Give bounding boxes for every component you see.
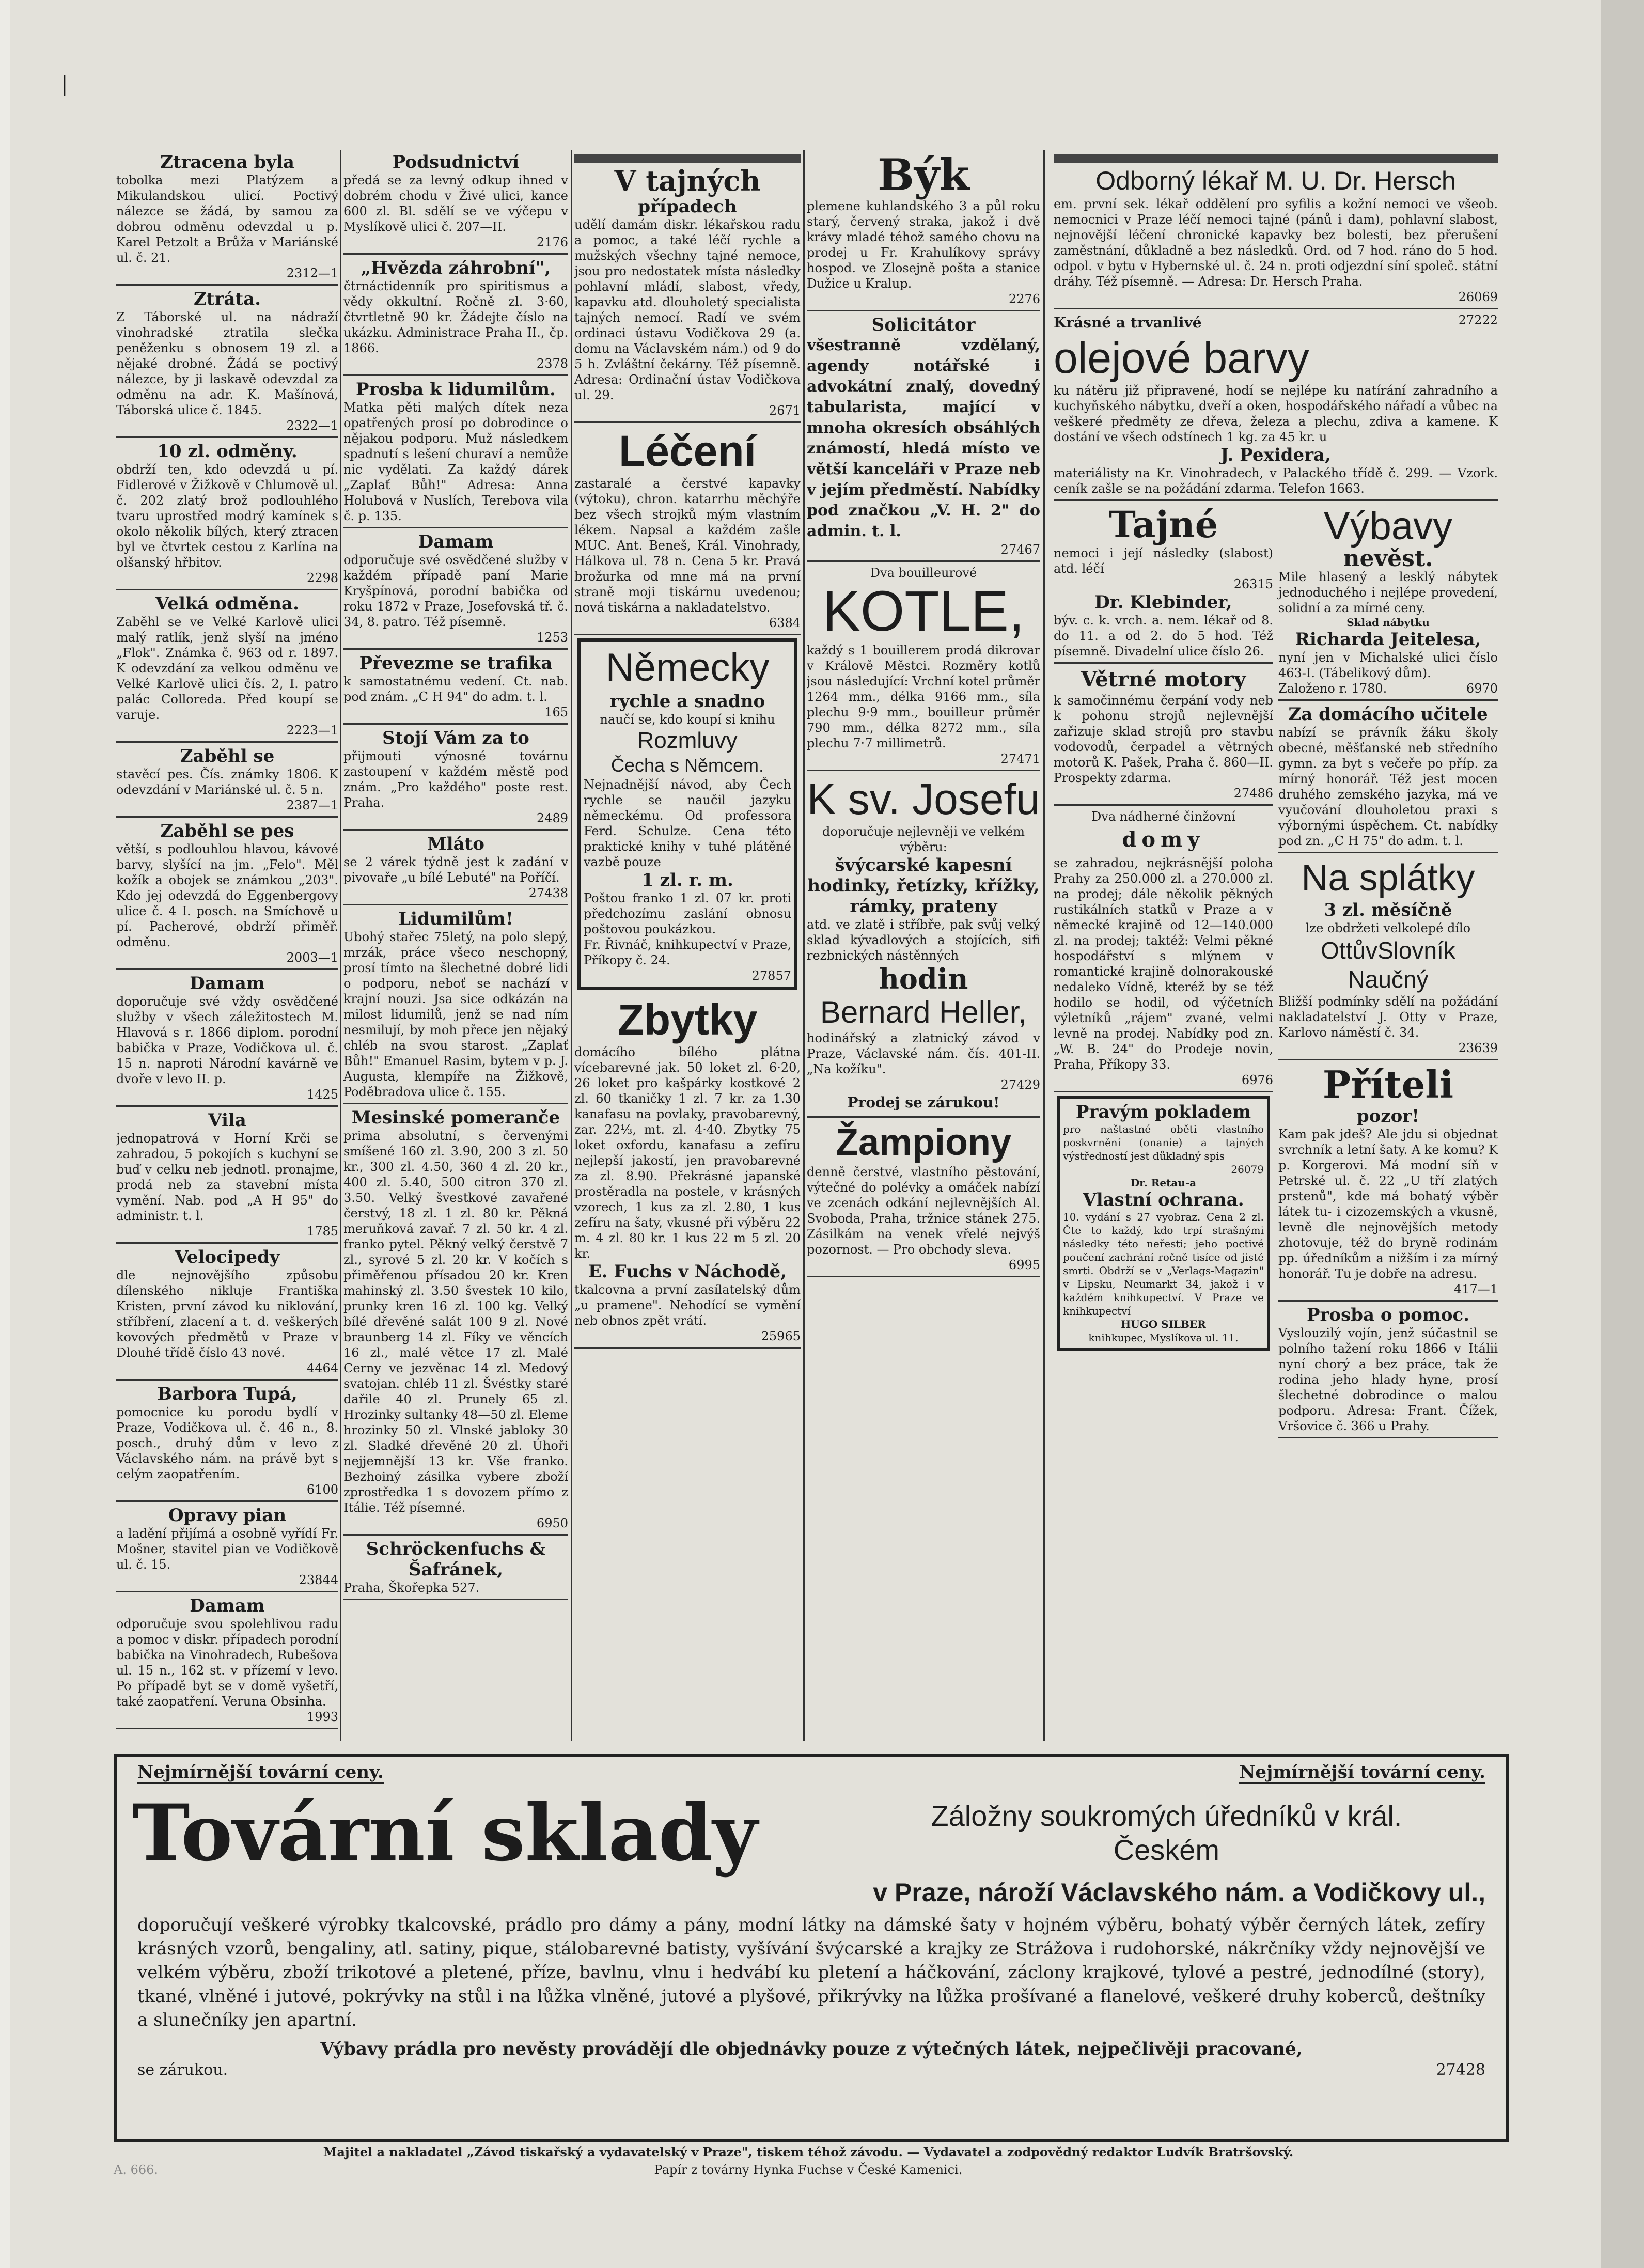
ad-subtitle: 3 zl. měsíčně <box>1324 900 1452 920</box>
ad-trousseau-line: Výbavy prádla pro nevěsty provádějí dle objednávky pouze z výtečných látek, nejpečlivěji pracované, <box>320 2039 1303 2059</box>
ad-body: se zahradou, nejkrásnější poloha Prahy za 250.000 zl. a 270.000 zl. na prodej; dále několik pěkných rustikálních statků v Praze a v německé krajině od 12—140.000 zl. na prodej; taktéž: Velmi pěkné hospodářství s mlýnem v romantické krajině dolnorakouské nedaleko Vídně, kteréž by se též hodilo se hodil, od výčetních výletníků „rájem" zvané, velmi levně na prodej. Nabídky pod zn. „W. B. 24" do Prodeje novin, Praha, Příkopy 33. <box>1054 856 1273 1072</box>
ad-dr-hersch <box>1054 150 1498 309</box>
price-tagline-right: Nejmírnější tovární ceny. <box>1239 1762 1485 1784</box>
classified-ad <box>343 726 568 831</box>
imprint <box>114 2144 1503 2179</box>
column-divider <box>340 150 341 1741</box>
page-edge <box>1601 0 1644 2268</box>
ad-code: 417—1 <box>1453 1282 1498 1296</box>
ad-code: 26315 <box>1233 577 1273 591</box>
ad-body: atd. ve zlatě i stříbře, pak svůj velký sklad kývadlových a stojících, sifi rezbnických nástěnných <box>807 917 1040 963</box>
ad-pretitle: Dva nádherné činžovní <box>1091 809 1235 824</box>
ad-line: naučí se, kdo koupí si knihu <box>600 712 775 727</box>
ad-code: 27429 <box>1000 1077 1040 1092</box>
ad-pretitle: Dva bouilleurové <box>870 566 977 580</box>
ad-title: Velká odměna. <box>155 593 299 614</box>
column-5 <box>1054 150 1498 1746</box>
price-tagline-left: Nejmírnější tovární ceny. <box>137 1762 384 1784</box>
ad-code: 27222 <box>1458 313 1498 327</box>
ad-body: Z Táborské ul. na nádraží vinohradské ztratila slečka peněženku s obnosem 19 zl. a nějaké drobné. Žádá se poctivý nálezce, by ji laskavě odevzdal za odměnu na adr. K. Mašínová, Táborská ulice č. 1845. <box>116 310 338 417</box>
ad-title: Damam <box>418 531 494 552</box>
ad-body: zastaralé a čerstvé kapavky (výtoku), chron. katarrhu měchýře bez všech strojků mým vlastním lékem. Napsal a každém zašle MUC. Ant. Beneš, Král. Vinohrady, Hálkova ul. 78 n. Cena 5 kr. Pravá brožurka od mne má na první straně moji tiskárnu uvedenou; nová tiskárna a nakladatelstvo. <box>574 476 801 615</box>
ad-title: domy <box>1122 827 1205 852</box>
ad-body: větší, s podlouhlou hlavou, kávové barvy, slyšící na jm. „Felo". Měl kožík a obojek se známkou „203". Kdo jej odevzdá do Eggenbergovy ulice č. 4 I. posch. na Smíchově u pí. Pacherové, obdrží přiměř. odměnu. <box>116 842 338 949</box>
ad-tutor <box>1278 702 1498 853</box>
ad-body: nemoci i její následky (slabost) atd. léčí <box>1054 546 1273 576</box>
ad-firm: HUGO SILBER <box>1121 1318 1206 1331</box>
ad-body: domácího bílého plátna vícebarevné jak. 50 loket zl. 6·20, 26 loket pro kašpárky kostkové 2 zl. 60 tkaničky 1 zl. 7 kr. za 1.30 kanafasu na povlaky, pravobarevný, zar. 22⅓, mt. zl. 4·40. Zbytky 75 loket oxfordu, kanafasu a zefíru nejlepší jakostí, jen pravobarevné za zl. 8.90. Překrásné japanské prostěradla na postele, v krásných vzorech, 1 kus za zl. 2.80, 1 kus zefíru na šaty, vkusné při výběru 22 m. 4 zl. 80 kr. 1 kus 22 m 5 zl. 20 kr. <box>574 1045 801 1261</box>
ad-subtitle-2: Českém <box>1113 1834 1220 1866</box>
ad-code: 2176 <box>536 235 568 249</box>
classified-ad <box>116 439 338 590</box>
column-4 <box>807 150 1040 1746</box>
column-5-split <box>1054 502 1498 1440</box>
ad-oil-paints <box>1054 310 1498 501</box>
ad-title: Lidumilům! <box>398 909 513 929</box>
ad-items: švýcarské kapesní hodinky, řetízky, křížky, rámky, prateny <box>807 855 1040 917</box>
ad-body: k samočinnému čerpání vody neb k pohonu strojů nejlevnější zařizuje sklad strojů pro stavbu vodovodů, čerpadel a větrných motorů K. Pašek, Praha č. 860—II. Prospekty zdarma. <box>1054 693 1273 785</box>
ad-code: 6976 <box>1241 1073 1273 1087</box>
book-subtitle: Čecha s Němcem. <box>610 755 764 776</box>
ad-book: OttůvSlovník Naučný <box>1321 937 1455 993</box>
column-5b <box>1278 502 1498 1440</box>
ad-treatment <box>574 424 801 635</box>
ad-title: Tovární sklady <box>132 1788 758 1879</box>
classified-ad <box>343 832 568 905</box>
ad-firm: Bernard Heller, <box>820 995 1027 1029</box>
ad-body: odporučuje své osvědčené služby v každém případě paní Marie Kryšpínová, porodní babička od roku 1872 v Praze, Josefovská tř. č. 34, 8. patro. Též písemně. <box>343 553 568 629</box>
ad-title: Zaběhl se <box>180 746 275 767</box>
classified-ad <box>116 819 338 970</box>
ad-body: udělí damám diskr. lékařskou radu a pomoc, a také léčí rychle a mužských všechny tajné nemoce, jsou pro nedostatek místa následky pohlavní mládí, slabost, vředy, kapavku atd. dlouholetý specialista tajných nemocí. Radí ve svém ordinaci ústavu Vodičkova 29 (a. domu na Václavském nám.) od 9 do 5 h. Zvláštní čekárny. Též písemně. Adresa: Ordinační ústav Vodičkova ul. 29. <box>574 217 801 402</box>
ad-bull <box>807 150 1040 311</box>
ad-code: 2298 <box>306 571 338 585</box>
ad-title: Podsudnictví <box>392 152 520 173</box>
ad-body: materiálisty na Kr. Vinohradech, v Palackého třídě č. 299. — Vzork. ceník zašle se na požádání zdarma. Telefon 1663. <box>1054 466 1498 496</box>
ad-title: Za domácího učitele <box>1288 704 1488 725</box>
ad-title: Německy <box>605 646 770 690</box>
ad-title: Ztráta. <box>193 289 261 309</box>
ad-code: 6995 <box>1008 1258 1040 1272</box>
classified-ad <box>343 1537 568 1600</box>
column-2 <box>343 150 568 1746</box>
ad-code: 165 <box>544 705 568 719</box>
ad-body: Poštou franko 1 zl. 07 kr. proti předchozímu zaslání obnosu poštovou poukázkou. <box>584 891 791 936</box>
margin-mark: | <box>61 72 68 96</box>
ad-title: Zbytky <box>617 995 758 1044</box>
ad-body: k samostatnému vedení. Ct. nab. pod znám. „C H 94" do adm. t. l. <box>343 674 568 704</box>
ad-title: Prosba o pomoc. <box>1306 1305 1470 1325</box>
column-5a <box>1054 502 1273 1440</box>
ad-body: pro naštastné oběti vlastního poskvrnění (onanie) a tajných výstředností jest důkladný spis <box>1063 1123 1264 1162</box>
ad-body: Zaběhl se ve Velké Karlově ulici malý ratlík, jenž slyší na jméno „Flok". Známka č. 963 od r. 1897. K odevzdání za velkou odměnu ve Velké Karlově ulici čís. 2, I. patro palác Colloreda. Před koupí se varuje. <box>116 615 338 722</box>
ad-title: Mesinské pomeranče <box>351 1107 560 1128</box>
ad-subtitle-1: Záložny soukromých úředníků v král. <box>931 1800 1402 1832</box>
ad-title-2: hodin <box>879 962 968 995</box>
ad-body: se 2 várek týdně jest k zadání v pivovaře „u bílé Lebuté" na Poříčí. <box>343 855 568 885</box>
ad-title: Vila <box>208 1110 246 1131</box>
ad-pretitle: Krásné a trvanlivé <box>1054 314 1202 331</box>
ad-body: Praha, Škořepka 527. <box>343 1581 480 1595</box>
ad-code: 6100 <box>306 1482 338 1497</box>
classified-ad <box>343 651 568 725</box>
ad-code: 23844 <box>299 1573 338 1587</box>
ad-publisher: Fr. Řivnáč, knihkupectví v Praze, Příkopy č. 24. <box>584 937 791 967</box>
ad-secret-diseases <box>1054 502 1273 664</box>
classified-ad <box>116 1593 338 1729</box>
classified-ad <box>116 744 338 818</box>
ad-title: Barbora Tupá, <box>157 1384 298 1404</box>
ad-body: Nejnadnější návod, aby Čech rychle se naučil jazyku německému. Od professora Ferd. Schulze. Cena této praktické knihy v tuhé plátěné vazbě pouze <box>584 777 791 869</box>
ad-address: v Praze, nároží Václavského nám. a Vodičkovy ul., <box>873 1878 1485 1907</box>
ad-code: 25965 <box>761 1329 801 1343</box>
ad-title: Na splátky <box>1301 857 1475 899</box>
classified-ad <box>116 1503 338 1592</box>
ad-trousseau <box>1278 502 1498 701</box>
classified-ad <box>116 150 338 286</box>
ad-title: KOTLE, <box>822 580 1025 643</box>
ad-line: lze obdržeti velkolepé dílo <box>1305 921 1471 935</box>
ad-code: 6970 <box>1466 681 1498 696</box>
column-3 <box>574 150 801 1746</box>
ad-firm: E. Fuchs v Náchodě, <box>588 1261 787 1282</box>
ad-code: 6950 <box>536 1516 568 1530</box>
ad-secret-cases <box>574 150 801 423</box>
ad-title: Schröckenfuchs & Šafránek, <box>366 1539 546 1580</box>
classified-ad <box>343 1105 568 1536</box>
ad-code: 2489 <box>536 811 568 825</box>
ad-title: Prosba k lidumilům. <box>356 379 556 400</box>
ad-title: Převezme se trafika <box>359 653 553 674</box>
ad-friend <box>1278 1061 1498 1302</box>
classified-ad <box>116 1382 338 1502</box>
ad-title: Stojí Vám za to <box>382 728 529 748</box>
column-1 <box>116 150 338 1746</box>
ad-code: 4464 <box>306 1361 338 1375</box>
ad-title: Velocipedy <box>175 1247 280 1268</box>
ad-code: 27471 <box>1000 752 1040 766</box>
ad-body: ku nátěru již připravené, hodí se nejlépe ku natírání zahradního a kuchyňského nábytku, dveří a oken, hospodářského nářadí a vůbec na veškeré předměty ze dřeva, železa a plechu, zdiva a kamene. K dostání ve všech odstínech 1 kg. za 45 kr. u <box>1054 383 1498 444</box>
ad-body: plemene kuhlandského 3 a půl roku starý, červený straka, jakož i dvě krávy mladé téhož samého chovu na prodej u Fr. Krahulíkovy správy hospod. ve Zlosejně pošta a stanice Dužice u Kralup. <box>807 199 1040 291</box>
ad-body: odporučuje svou spolehlivou radu a pomoc v diskr. případech porodní babička na Vinohradech, Rubešova ul. 15 n., 162 st. v přízemí v levo. Po případě byt se v domě vyšetří, také zaopatření. Veruna Obsinha. <box>116 1617 338 1709</box>
classified-ad <box>116 591 338 743</box>
classified-ad <box>343 906 568 1104</box>
book-title: Rozmluvy <box>637 728 738 753</box>
ad-subtitle: rychle a snadno <box>609 691 765 712</box>
ad-promise: Prodej se zárukou! <box>847 1094 1000 1111</box>
ad-body: Matka pěti malých dítek neza opatřených prosí po dobrodince o nějakou podporu. Muž následkem spadnutí s lešení churaví a nemůže nic vydělati. Za každý dárek „Zaplať Bůh!" Adresa: Anna Holubová v Nuslích, Terebova vila č. p. 135. <box>343 400 568 523</box>
ad-code: 2322—1 <box>286 418 338 433</box>
ad-title: Damam <box>190 973 265 994</box>
classified-ad <box>343 377 568 528</box>
ad-code: 27486 <box>1233 786 1273 801</box>
ad-title: Léčení <box>618 427 757 475</box>
ad-body: býv. c. k. vrch. a. nem. lékař od 8. do 11. a od 2. do 5 hod. Též písemně. Divadelní ulice číslo 26. <box>1054 613 1273 659</box>
ad-body: jednopatrová v Horní Krči se zahradou, 5 pokojích s kuchyní se buď v celku neb jednotl. pronajme, prodá neb za stavební místa vymění. Nab. pod „A H 95" do administr. t. l. <box>116 1131 338 1223</box>
ad-code: 6384 <box>769 616 801 630</box>
ornament-bar <box>1054 154 1498 163</box>
ad-body: denně čerstvé, vlastního pěstování, výtečné do polévky a omáček nabízí ve zcenách odkání nejlevnějších Al. Svoboda, Praha, tržnice stánek 275. Zásilkám na venek vřelé nejvýš pozornost. — Pro obchody sleva. <box>807 1165 1040 1257</box>
ad-body: a ladění přijímá a osobně vyřídí Fr. Mošner, stavitel pian ve Vodičkově ul. č. 15. <box>116 1526 338 1572</box>
ad-title: Žampiony <box>835 1122 1012 1163</box>
ad-body: Bližší podmínky sdělí na požádání nakladatelství J. Otty v Praze, Karlovo náměstí č. 34. <box>1278 994 1498 1040</box>
ad-title: „Hvězda záhrobní", <box>361 258 551 278</box>
ad-st-joseph <box>807 772 1040 1118</box>
ad-code: 1253 <box>536 630 568 645</box>
ad-code: 27467 <box>1000 542 1040 557</box>
ad-title: V tajných <box>614 164 761 197</box>
ad-remnants <box>574 993 801 1349</box>
ad-code: 1425 <box>306 1087 338 1102</box>
ad-body: všestranně vzdělaný, agendy notářské i advokátní znalý, dovedný tabularista, mající v mnoha okresích obsáhlých známostí, hledá místo ve větší kanceláři v Praze neb v jejím předměstí. Nabídky pod značkou „V. H. 2" do admin. t. l. <box>807 336 1040 540</box>
ad-book: Vlastní ochrana. <box>1083 1190 1244 1210</box>
imprint-line-2: Papír z továrny Hynka Fuchse v České Kamenici. <box>654 2163 963 2177</box>
ad-body: Mile hlasený a lesklý nábytek jednoduchého i nejlépe provedení, solidní a za mírné ceny. <box>1278 570 1498 615</box>
ad-title: 10 zl. odměny. <box>157 441 298 462</box>
ad-body: dle nejnovějšího způsobu dílenského nikluje Františka Kristen, první závod ku niklování, stříbření, zlacení a t. d. veškerých kovových předmětů v Praze v Dlouhé třídě číslo 43 nové. <box>116 1268 338 1360</box>
ornament-bar <box>574 154 801 163</box>
ad-body: doporučují veškeré výrobky tkalcovské, prádlo pro dámy a pány, modní látky na dámské šaty v hojném výběru, bohatý výběr černých látek, zefíry krásných vzorů, bengaliny, atl. satiny, pique, stálobarevné batisty, vyšívání švýcarské a krajky ze Strážova i rudohorské, nákrčníky vždy nejnovější ve velkém výběru, zboží trikotové a pletené, příze, bavlnu, vlnu i hedvábí ku pletení a háčkování, záclony krajkové, tylové a pestré, jednodílné (story), tkané, vlněné i jutové, pokrývky na stůl i na lůžka vlněné, jutové a plyšové, přikrývky na lůžka prošívané a flanelové, veškeré druhy koberců, deštníky a slunečníky jen apartní. <box>137 1915 1485 2030</box>
ad-code: 2387—1 <box>286 798 338 812</box>
ad-title: Ztracena byla <box>160 152 294 173</box>
column-divider <box>803 150 805 1741</box>
ad-body: předá se za levný odkup ihned v dobrém chodu v Živé ulici, kance 600 zl. Bl. sdělí se ve výčepu v Myslíkově ulici č. 207—II. <box>343 173 568 234</box>
ad-body: prima absolutní, s červenými smíšené 160 zl. 3.90, 200 3 zl. 50 kr., 300 zl. 4.50, 360 4 zl. 20 kr., 400 zl. 5.40, 500 citron 370 zl. 3.50. Velký švestkové zavařené čerstvý, 18 zl. 1 zl. 80 kr. Pěkná meruňková zavař. 7 zl. 50 kr. 4 zl. franko pytel. Pěkný velký čerstvě 7 zl., syrové 5 zl. 20 kr. V kočích s přiměřenou přísadou 20 kr. Kren mahinský zl. 3.50 švestek 10 kilo, prunky kren 16 zl. 100 kg. Velký bílé dřevěné salát 100 9 zl. Nové braunberg 14 zl. Fíky ve věncích 16 zl., malé větce 17 zl. Malé Cerny ve jezvěnac 14 zl. Medový svatojan. chléb 11 zl. Švéstky staré dařile 40 zl. Prunely 65 zl. Hrozinky sultanky 48—50 zl. Eleme hrozinky 50 zl. Vlnské jabloky 30 zl. Sladké dřevěné 20 zl. Úhoři nejjemnější 13 kr. Vše franko. Bezhoiný zásilka vybere zboží zprostředka 1 s dovozem přímo z Itálie. Též písemné. <box>343 1129 568 1515</box>
ad-german-book <box>577 638 797 990</box>
classified-ad <box>116 1108 338 1244</box>
ad-title: Damam <box>190 1596 265 1616</box>
ad-code: 2312—1 <box>286 266 338 280</box>
ad-treasure <box>1057 1096 1270 1351</box>
ad-code: 27857 <box>751 968 791 983</box>
imprint-line-1: Majitel a nakladatel „Závod tiskařský a vydavatelský v Praze", tiskem téhož závodu. — Vydavatel a zodpovědný redaktor Ludvík Bratršovský. <box>323 2145 1294 2160</box>
ad-code: 2223—1 <box>286 723 338 738</box>
ad-code: 2671 <box>769 403 801 418</box>
ad-title: Výbavy <box>1323 504 1453 548</box>
ad-code: 1993 <box>306 1710 338 1724</box>
ad-title: Pravým pokladem <box>1075 1102 1251 1122</box>
ad-subtitle: pozor! <box>1356 1106 1420 1127</box>
classified-ad <box>116 971 338 1107</box>
ad-body: Vyslouzilý vojín, jenž súčastnil se polního tažení roku 1866 v Itálii nyní chorý a bez práce, tak že rodina jeho hlady hyne, prosí šlechetné dobrodince o malou podporu. Adresa: Frant. Čížek, Vršovice č. 366 u Prahy. <box>1278 1326 1498 1433</box>
ad-body: hodinářský a zlatnický závod v Praze, Václavské nám. čís. 401-II. „Na kožíku". <box>807 1031 1040 1076</box>
ad-firm: Richarda Jeitelesa, <box>1295 629 1481 650</box>
ad-body: obdrží ten, kdo odevzdá u pí. Fidlerové v Žižkově v Chlumově ul. č. 202 zlatý brož podlouhlého tvaru uprostřed modrý kamínek s okolo několik bílých, který ztracen byl ve čtvrtek cestou z Karlína na olšanský hřbitov. <box>116 462 338 570</box>
ad-title: Odborný lékař M. U. Dr. Hersch <box>1095 166 1456 195</box>
classified-ad <box>116 1245 338 1381</box>
classified-ad <box>343 150 568 255</box>
ad-founded: Založeno r. 1780. <box>1278 681 1387 696</box>
ad-title: Tajné <box>1108 503 1218 546</box>
ad-doctor: Dr. Klebinder, <box>1094 592 1232 613</box>
classified-ad <box>116 287 338 438</box>
ad-title: Příteli <box>1322 1062 1454 1106</box>
ad-title: Solicitátor <box>871 315 976 335</box>
ad-body: tkalcovna a první zasílatelský dům „u pramene". Nehodící se vymění neb obnos zpět vrátí. <box>574 1282 801 1328</box>
ad-code: 27428 <box>1436 2061 1485 2079</box>
ad-wind-motors <box>1054 665 1273 806</box>
ad-code: 2276 <box>1008 292 1040 306</box>
ad-code: 26079 <box>1231 1163 1264 1176</box>
ad-body: přijmouti výnosné továrnu zastoupení v každém městě pod znám. „Pro každého" poste rest. Praha. <box>343 749 568 810</box>
ad-body: doporučuje své vždy osvědčené služby v všech záležitostech M. Hlavová s r. 1866 diplom. porodní babička v Praze, Vodičkova ul. č. 15 n. naproti Národní kavárně ve dvoře v levo II. p. <box>116 994 338 1086</box>
ad-title: olejové barvy <box>1054 334 1309 382</box>
ad-body: nyní jen v Michalské ulici číslo 463-I. (Tábelikový dům). <box>1278 650 1498 680</box>
ad-title: Opravy pian <box>168 1505 287 1526</box>
ad-subtitle: případech <box>638 196 737 217</box>
ad-author: Dr. Retau-a <box>1130 1177 1197 1189</box>
ad-body: Kam pak jdeš? Ale jdu si objednat svrchník a letní šaty. A ke komu? K p. Korgerovi. Má modní síň v Petrské ul. č. 22 „U tří zlatých prstenů", kde má bohatý výběr látek tu- i cizozemských a vkusně, levně dle nejnovějších metody zhotovuje, též do bryně rodinám pp. úředníkům a nižším i za mírný honorář. Tu je dobře na adresu. <box>1278 1127 1498 1281</box>
ad-code: 1785 <box>306 1224 338 1239</box>
ad-body: stavěcí pes. Čís. známky 1806. K odevzdání v Mariánské ul. č. 5 n. <box>116 767 338 797</box>
ad-title: Mláto <box>427 834 484 854</box>
ad-guarantee: se zárukou. <box>137 2061 228 2079</box>
ad-body: 10. vydání s 27 vyobraz. Cena 2 zl. Čte to každý, kdo trpí strašnými následky této neřesti; jeho poctivé poučení zachrání ročně tisíce od jisté smrti. Obdrží se v „Verlags-Magazin" v Lipsku, Neumarkt 34, jakož i v každém knihkupectví. V Praze ve knihkupectví <box>1063 1211 1264 1317</box>
ad-address: knihkupec, Myslíkova ul. 11. <box>1088 1332 1239 1344</box>
ad-title: Býk <box>877 150 969 200</box>
ad-title: K sv. Josefu <box>807 775 1040 823</box>
ad-houses <box>1054 807 1273 1092</box>
ad-line: Sklad nábytku <box>1346 616 1430 629</box>
column-divider <box>1043 150 1045 1741</box>
ad-plea <box>1278 1303 1498 1438</box>
ad-code: 2003—1 <box>286 950 338 965</box>
ad-line: doporučuje nejlevněji ve velkém výběru: <box>822 824 1025 854</box>
ad-solicitor <box>807 312 1040 562</box>
ad-title: Zaběhl se pes <box>160 821 294 841</box>
ad-body: každý s 1 bouillerem prodá dikrovar v Králově Městci. Rozměry kotlů jsou následující: Vrchní kotel průměr 1264 mm., délka 9166 mm., síla plechu 9·9 mm., bouilleur průměr 790 mm., délka 8272 mm., síla plechu 7·7 millimetrů. <box>807 643 1040 750</box>
ad-code: 27438 <box>528 886 568 900</box>
ad-code: 2378 <box>536 356 568 371</box>
ad-subtitle: nevěst. <box>1343 545 1433 572</box>
ad-body: pomocnice ku porodu bydlí v Praze, Vodičkova ul. č. 46 n., 8. posch., druhý dům v levo z Václavského nám. na právě byt s celým zaopatřením. <box>116 1405 338 1481</box>
ad-body: nabízí se právník žáku školy obecné, měšťanské neb středního gymn. za byt s večeře po příp. za mírný honorář. Též jest mocen druhého zemského jazyka, má ve vyučování dlouholetou praxi s výbornými úspěchem. Ct. nabídky pod zn. „C H 75" do adm. t. l. <box>1278 725 1498 848</box>
classified-ad <box>343 529 568 650</box>
imprint-stamp: A. 666. <box>114 2163 159 2177</box>
ad-title: Větrné motory <box>1081 667 1246 692</box>
ad-firm: J. Pexidera, <box>1220 445 1331 465</box>
ad-body: čtrnáctidenník pro spiritismus a vědy okkultní. Ročně zl. 3·60, čtvrtletně 90 kr. Žádejte číslo na ukázku. Administrace Praha II., čp. 1866. <box>343 279 568 355</box>
ad-code: 26069 <box>1458 290 1498 304</box>
ad-boilers <box>807 563 1040 771</box>
factory-warehouses-ad <box>114 1754 1509 2142</box>
ad-body: Ubohý stařec 75letý, na polo slepý, mrzák, práce všeco neschopný, prosí tímto na šlechetné dobré lidi o podporu, neboť se nachází v krajní nouzi. Jsa sice odkázán na milost lidumilů, jenž se nad ním nesmilují, by moh přece jen nějaký chléb na svou starost. „Zaplať Bůh!" Emanuel Rasim, bytem v p. J. Augusta, klempíře na Žižkově, Poděbradova ulice č. 155. <box>343 930 568 1099</box>
ad-mushrooms <box>807 1119 1040 1277</box>
ad-price: 1 zl. r. m. <box>641 870 733 890</box>
ad-code: 23639 <box>1458 1041 1498 1055</box>
ad-installments <box>1278 854 1498 1060</box>
ad-body: tobolka mezi Platýzem a Mikulandskou ulicí. Poctivý nálezce se žádá, by samou za dobrou odměnu odevzdal u p. Karel Petzolt a Brůža v Mariánské ul. č. 21. <box>116 173 338 265</box>
column-divider <box>571 150 572 1741</box>
classified-ad <box>343 256 568 376</box>
ad-body: em. první sek. lékař oddělení pro syfilis a kožní nemoci ve všeob. nemocnici v Praze léčí nemoci tajné (pánů i dam), pohlavní slabost, nejnovější léčení chronické kapavky bez bolesti, bez přerušení zaměstnání, důkladně a bez následků. Ord. od 7 hod. ráno do 5 hod. odpol. v bytu v Hybernské ul. č. 24 n. proti odjezdní síní společ. státní dráhy. Též písemně. — Adresa: Dr. Hersch Praha. <box>1054 197 1498 289</box>
